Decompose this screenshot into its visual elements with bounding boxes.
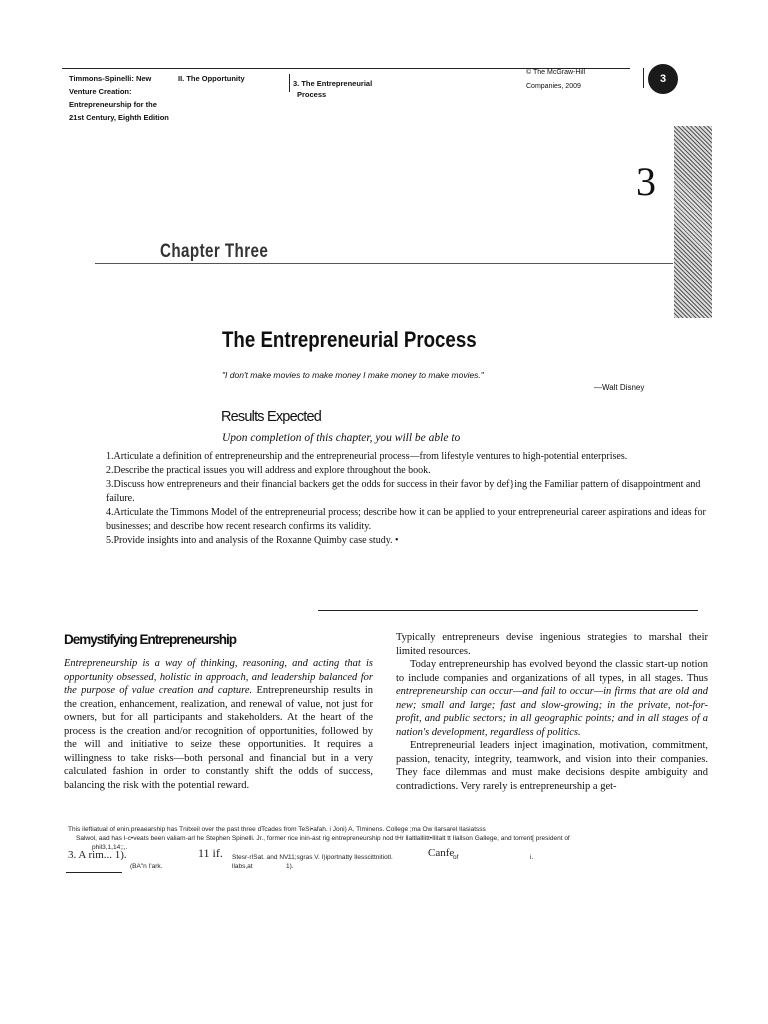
chapter-reference-line: Process [297, 90, 327, 99]
results-intro: Upon completion of this chapter, you will be able to [222, 432, 461, 444]
footnote-line: i. [530, 854, 534, 861]
chapter-title: The Entrepreneurial Process [222, 327, 477, 352]
paragraph: Entrepreneurial leaders inject imagination, motivation, commitment, passion, tenacity, integrity, teamwork, and vision into their companies. They face dilemmas and must make decisions despite ambiguity and contradictions. Very rarely is entrepreneurship a get- [396, 740, 708, 792]
footnote-line: Stesr-rISat. and NV. [232, 854, 290, 861]
footnote-line: of [453, 854, 459, 861]
page-badge: 3 [648, 64, 678, 94]
chapter-reference [293, 78, 372, 100]
objective-item: 1.Articulate a definition of entrepreneurship and the entrepreneurial process—from lifestyle ventures to high-potential enterprises. [106, 451, 628, 462]
footnote-line: 3. A rim... 1). [68, 849, 127, 861]
objective-item: 2.Describe the practical issues you will address and explore throughout the book. [106, 465, 431, 476]
definition-text: Entrepreneurship is a way of thinking, reasoning, and acting that is opportunity obsessed, holistic in approach, and leadership balanced for the purpose of value creation and capture. [64, 658, 373, 696]
book-title [69, 72, 169, 124]
book-title-line: Timmons-Spinelli: New [69, 74, 152, 83]
chapter-reference-line: 3. The Entrepreneurial [293, 79, 373, 88]
chapter-rule [95, 263, 673, 264]
footnote-line: phil3,1,14;;,. [92, 844, 128, 851]
decorative-hatch-bar [674, 126, 712, 318]
footnote-line: Canfe [428, 847, 455, 859]
paragraph-text: Today entrepreneurship has evolved beyond the classic start-up notion to include companies and organizations of all types, in all stages. Thus [396, 659, 708, 684]
book-title-line: Entrepreneurship for the [69, 100, 157, 109]
paragraph: Typically entrepreneurs devise ingenious strategies to marshal their limited resources. [396, 632, 708, 657]
footnote-line: llabs,at [232, 863, 253, 870]
epigraph-author: —Walt Disney [594, 383, 645, 392]
footnote-line: This ileftiatual of enin.preaearship has Tnitxeil over the past three dTcades from TeSi•afah. i Joni) A. Tlminens. College ;ma Ow Ilarsarel Ilasiatsss [68, 826, 486, 833]
objective-item: 5.Provide insights into and analysis of the Roxanne Quimby case study. • [106, 535, 399, 546]
left-column [64, 657, 373, 792]
divider [643, 68, 644, 88]
footnote-line: 1). [286, 863, 294, 870]
objective-item: 3.Discuss how entrepreneurs and their financial backers get the odds for success in their favor by def}ing the Familiar pattern of disappointment and failure. [106, 479, 701, 504]
paragraph [396, 658, 708, 739]
paragraph-italic-text: entrepreneurship can occur—and fail to occur—in firms that are old and new; small and large; fast and slow-growing; in the private, not-for-profit, and public sectors; in all geographic points; and in all stages of a nation's development, regardless of politics. [396, 686, 708, 738]
copyright-line: © The McGraw-Hill [526, 69, 586, 76]
divider [289, 74, 290, 92]
part-label: II. The Opportunity [178, 74, 245, 83]
footnote-line: (BA"n I'ark. [130, 863, 163, 870]
copyright [526, 66, 585, 94]
chapter-number: 3 [636, 159, 656, 204]
chapter-label: Chapter Three [160, 241, 269, 262]
section-heading: Demystifying Entrepreneurship [64, 632, 237, 647]
section-rule [318, 610, 698, 611]
book-title-line: Venture Creation: [69, 87, 132, 96]
book-title-line: 21st Century, Eighth Edition [69, 113, 169, 122]
objective-item: 4.Articulate the Timmons Model of the entrepreneurial process; describe how it can be applied to your entrepreneurial career aspirations and ideas for businesses; and describe how recent research confirms its validity. [106, 507, 706, 532]
epigraph-quote: "I don't make movies to make money I make money to make movies." [222, 370, 484, 380]
right-column [396, 631, 708, 793]
results-heading: Results Expected [221, 409, 322, 425]
footnote-line: Salwol, aad has I-c•veats been valiam-arl he Stephen Spinelli. Jr., former rice inin-ast rig entrepreneurship nod tHr llaltlalllitt•Ilitalt tt Ilallson Gallege, and torrent[ president of [76, 835, 570, 842]
footnote-line: 11 if. [198, 846, 223, 860]
left-paragraph [64, 657, 373, 792]
paragraph-text: Entrepreneurship results in the creation, enhancement, realization, and renewal of value, not just for owners, but for all participants and stakeholders. At the heart of the process is the creation and/or recognition of opportunities, followed by the will and initiative to seize these opportunities. It requires a willingness to take risks—both personal and financial but in a very calculated fashion in order to constantly shift the odds of success, balancing the risk with the potential reward. [64, 685, 374, 791]
copyright-line: Companies, 2009 [526, 83, 581, 90]
footnote-line: 11;sgras V. I)iportnatty Ilesscittnitiotl. [288, 854, 393, 861]
footnote-rule [66, 872, 122, 873]
objectives-list [106, 450, 710, 548]
